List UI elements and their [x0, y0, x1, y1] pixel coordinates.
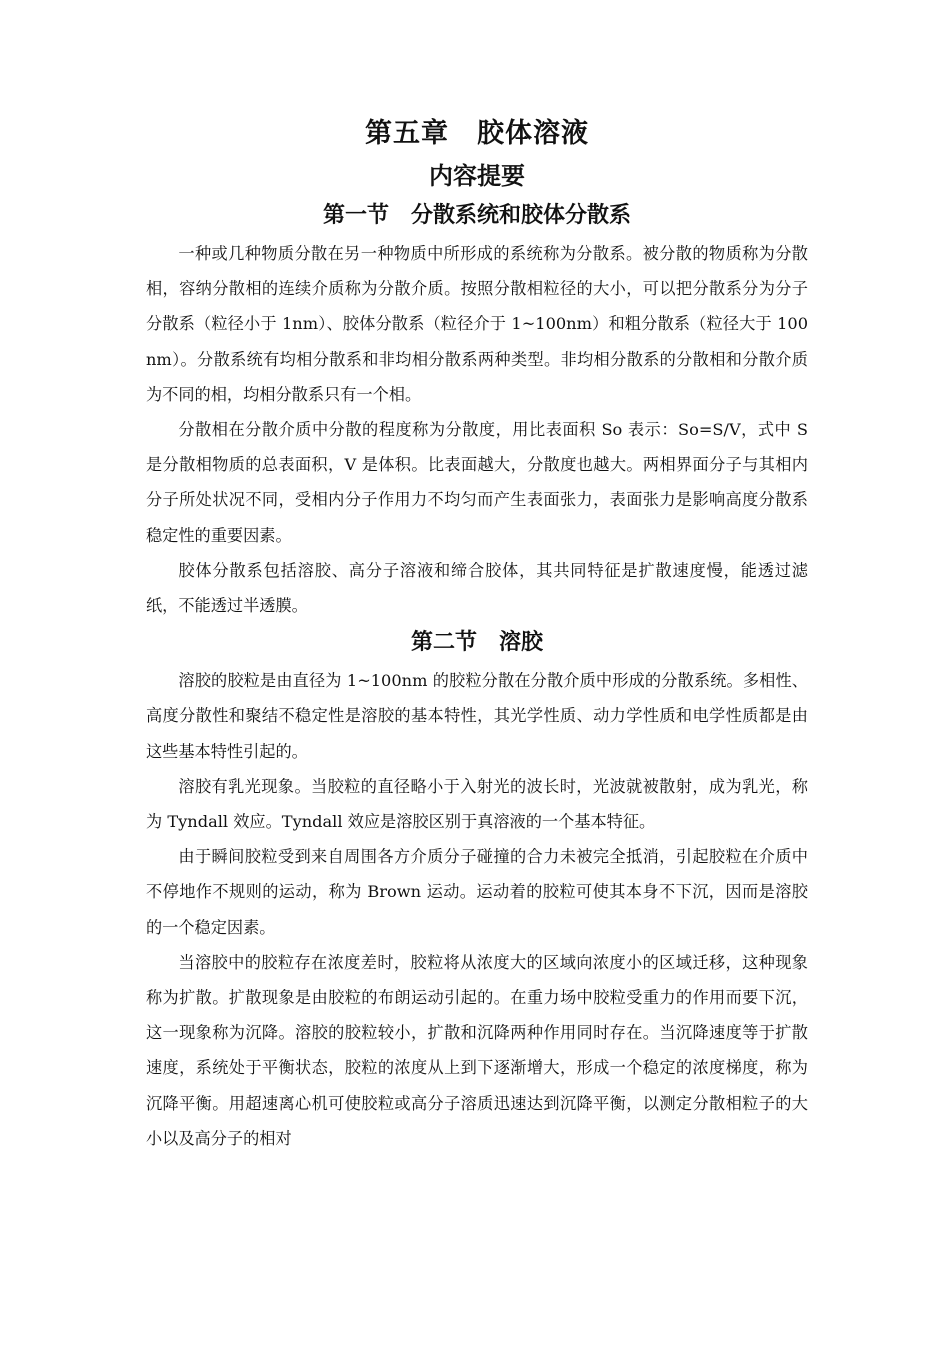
section-2-paragraph-2: 溶胶有乳光现象。当胶粒的直径略小于入射光的波长时，光波就被散射，成为乳光，称为 Tyndall 效应。Tyndall 效应是溶胶区别于真溶液的一个基本特征。 — [146, 776, 808, 832]
section-2-paragraph-4: 当溶胶中的胶粒存在浓度差时，胶粒将从浓度大的区域向浓度小的区域迁移，这种现象称为扩散。扩散现象是由胶粒的布朗运动引起的。在重力场中胶粒受重力的作用而要下沉，这一现象称为沉降。溶胶的胶粒较小，扩散和沉降两种作用同时存在。当沉降速度等于扩散速度，系统处于平衡状态，胶粒的浓度从上到下逐渐增大，形成一个稳定的浓度梯度，称为沉降平衡。用超速离心机可使胶粒或高分子溶质迅速达到沉降平衡，以测定分散相粒子的大小以及高分子的相对 — [146, 952, 808, 1148]
section-2-title: 第二节 溶胶 — [410, 630, 543, 656]
section-1-title: 第一节 分散系统和胶体分散系 — [322, 203, 631, 228]
section-1-paragraph-2: 分散相在分散介质中分散的程度称为分散度，用比表面积 So 表示：So=S/V，式中 S 是分散相物质的总表面积，V 是体积。比表面越大，分散度也越大。两相界面分子与其相内分子所处状况不同，受相内分子作用力不均匀而产生表面张力，表面张力是影响高度分散系稳定性的重要因素。 — [146, 420, 808, 545]
section-2-paragraph-3: 由于瞬间胶粒受到来自周围各方介质分子碰撞的合力未被完全抵消，引起胶粒在介质中不停地作不规则的运动，称为 Brown 运动。运动着的胶粒可使其本身不下沉，因而是溶胶的一个稳定因素。 — [146, 847, 808, 937]
document-page — [146, 112, 808, 1156]
section-1-paragraph-1: 一种或几种物质分散在另一种物质中所形成的系统称为分散系。被分散的物质称为分散相，容纳分散相的连续介质称为分散介质。按照分散相粒径的大小，可以把分散系分为分子分散系（粒径小于 1nm）、胶体分散系（粒径介于 1~100nm）和粗分散系（粒径大于 100nm）。分散系统有均相分散系和非均相分散系两种类型。非均相分散系的分散相和分散介质为不同的相，均相分散系只有一个相。 — [146, 244, 808, 404]
section-1-paragraph-3: 胶体分散系包括溶胶、高分子溶液和缔合胶体，其共同特征是扩散速度慢，能透过滤纸，不能透过半透膜。 — [146, 560, 808, 616]
summary-title: 内容提要 — [429, 161, 525, 190]
chapter-title: 第五章 胶体溶液 — [365, 118, 589, 149]
section-2-paragraph-1: 溶胶的胶粒是由直径为 1~100nm 的胶粒分散在分散介质中形成的分散系统。多相性、高度分散性和聚结不稳定性是溶胶的基本特性，其光学性质、动力学性质和电学性质都是由这些基本特性引起的。 — [146, 671, 808, 761]
